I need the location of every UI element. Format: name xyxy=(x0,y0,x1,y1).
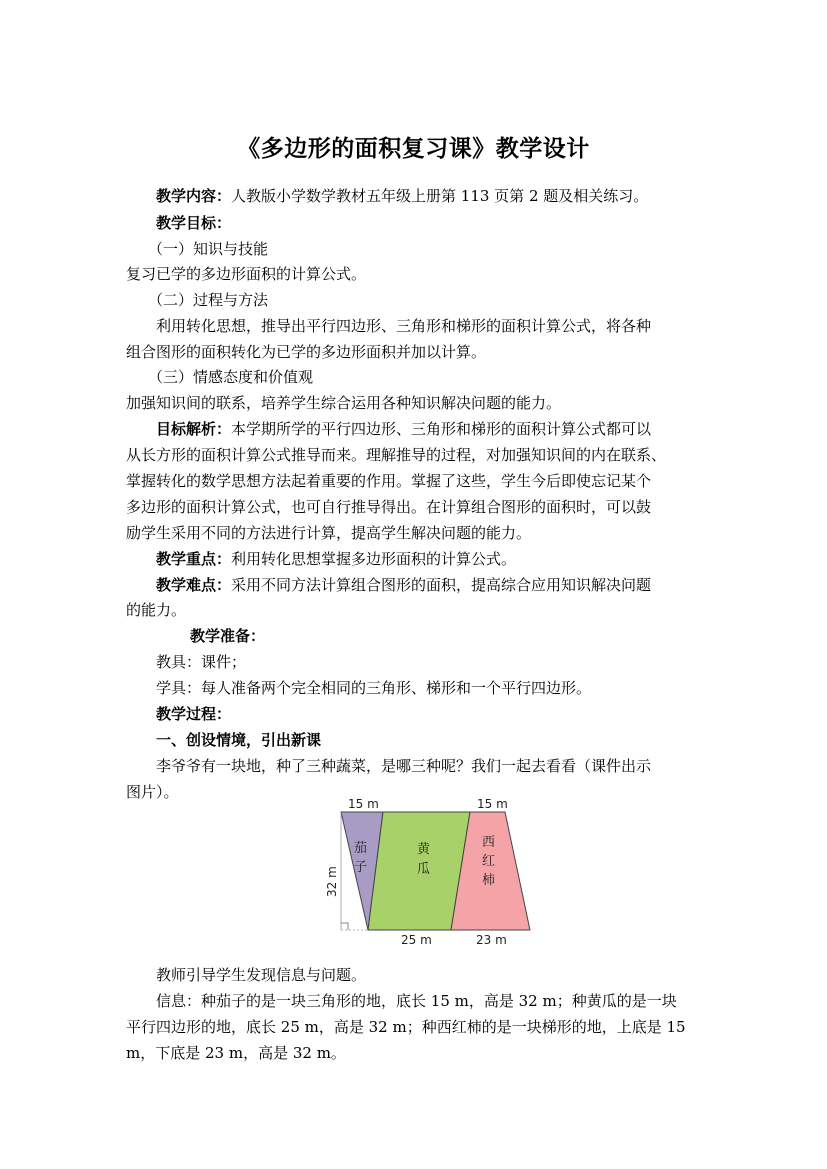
teaching-content xyxy=(156,186,648,206)
analysis-line-4: 多边形的面积计算公式，也可自行推导得出。在计算组合图形的面积时，可以鼓 xyxy=(126,498,652,516)
analysis-line-5: 励学生采用不同的方法进行计算，提高学生解决问题的能力。 xyxy=(126,524,532,542)
teaching-content-label: 教学内容： xyxy=(156,187,232,205)
label-bottom-right: 23 m xyxy=(476,933,507,947)
section-1-heading: 一、创设情境，引出新课 xyxy=(156,731,322,749)
intro-line-2: 图片）。 xyxy=(126,783,179,801)
veg2-char-1: 黄 xyxy=(417,842,431,857)
key-point xyxy=(156,549,516,569)
analysis-text-1: 本学期所学的平行四边形、三角形和梯形的面积计算公式都可以 xyxy=(231,420,652,438)
right-angle-mark xyxy=(341,923,348,930)
analysis-line-2: 从长方形的面积计算公式推导而来。理解推导的过程，对加强知识间的内在联系、 xyxy=(126,446,667,464)
key-label: 教学重点： xyxy=(156,550,232,568)
tools-student: 学具：每人准备两个完全相同的三角形、梯形和一个平行四边形。 xyxy=(156,679,592,697)
veg3-char-3: 柿 xyxy=(482,873,496,888)
veg1-char-1: 茄 xyxy=(354,841,368,856)
plot-diagram xyxy=(322,795,532,947)
veg3-char-2: 红 xyxy=(482,854,496,869)
veg1-char-2: 子 xyxy=(354,860,368,875)
goal2-text-2: 组合图形的面积转化为已学的多边形面积并加以计算。 xyxy=(126,343,487,361)
goal3-text: 加强知识间的联系，培养学生综合运用各种知识解决问题的能力。 xyxy=(126,394,562,412)
difficulty-line-2: 的能力。 xyxy=(126,601,187,619)
difficulty-label: 教学难点： xyxy=(156,576,232,594)
label-top-left: 15 m xyxy=(348,797,379,811)
goals-label: 教学目标： xyxy=(156,214,232,232)
intro-line-1: 李爷爷有一块地，种了三种蔬菜，是哪三种呢？我们一起去看看（课件出示 xyxy=(156,757,652,775)
key-text: 利用转化思想掌握多边形面积的计算公式。 xyxy=(231,550,517,568)
analysis-line-3: 掌握转化的数学思想方法起着重要的作用。掌握了这些，学生今后即使忘记某个 xyxy=(126,472,652,490)
difficulty-text-1: 采用不同方法计算组合图形的面积，提高综合应用知识解决问题 xyxy=(231,576,652,594)
info-line-2: 平行四边形的地，底长 25 m，高是 32 m；种西红柿的是一块梯形的地，上底是 15 xyxy=(126,1018,686,1036)
goal3-heading: （三）情感态度和价值观 xyxy=(148,368,314,386)
teaching-content-text: 人教版小学数学教材五年级上册第 113 页第 2 题及相关练习。 xyxy=(231,187,649,205)
label-bottom-mid: 25 m xyxy=(401,933,432,947)
goal2-text-1: 利用转化思想，推导出平行四边形、三角形和梯形的面积计算公式，将各种 xyxy=(156,317,652,335)
info-line-1: 信息：种茄子的是一块三角形的地，底长 15 m，高是 32 m；种黄瓜的是一块 xyxy=(156,992,677,1010)
info-line-3: m，下底是 23 m，高是 32 m。 xyxy=(126,1044,346,1062)
label-height: 32 m xyxy=(325,866,339,897)
veg3-char-1: 西 xyxy=(482,835,496,850)
analysis-line-1 xyxy=(156,419,651,439)
goal1-text: 复习已学的多边形面积的计算公式。 xyxy=(126,265,367,283)
veg2-char-2: 瓜 xyxy=(417,862,431,877)
document-title: 《多边形的面积复习课》教学设计 xyxy=(237,136,590,162)
after-line-1: 教师引导学生发现信息与问题。 xyxy=(156,966,367,984)
difficulty-line-1 xyxy=(156,575,651,595)
prep-label: 教学准备： xyxy=(190,627,266,645)
tools-teacher: 教具：课件； xyxy=(156,653,247,671)
process-label: 教学过程： xyxy=(156,705,232,723)
goal1-heading: （一）知识与技能 xyxy=(148,240,269,258)
vegetable-plot-figure xyxy=(322,795,532,947)
analysis-label: 目标解析： xyxy=(156,420,232,438)
goal2-heading: （二）过程与方法 xyxy=(148,291,269,309)
label-top-right: 15 m xyxy=(477,797,508,811)
